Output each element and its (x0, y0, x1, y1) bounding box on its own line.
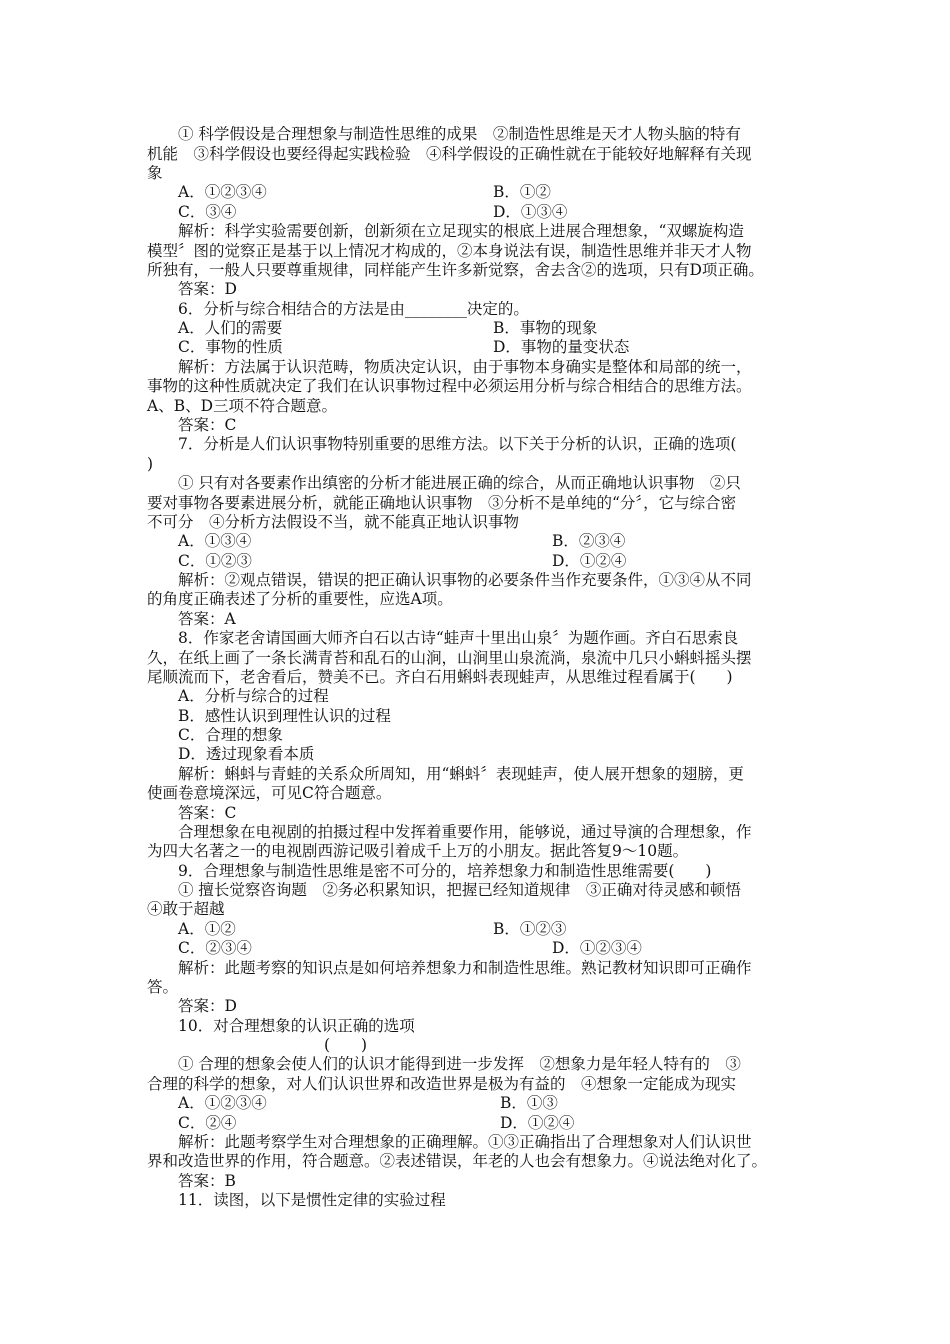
text-line: ① 合理的想象会使人们的认识才能得到进一步发挥 ②想象力是年轻人特有的 ③ (178, 1055, 741, 1073)
answer-text: 答案：A (178, 610, 236, 628)
option-a: A．①②③④ (178, 1094, 267, 1112)
text-line: 尾顺流而下，老舍看后，赞美不已。齐白石用蝌蚪表现蛙声，从思维过程看属于( ) (147, 668, 733, 686)
text-line: 模型〞图的觉察正是基于以上情况才构成的，②本身说法有误，制造性思维并非天才人物 (147, 242, 752, 260)
analysis-text: 解析：方法属于认识范畴，物质决定认识，由于事物本身确实是整体和局部的统一， (178, 358, 752, 376)
text-line: ) (147, 455, 154, 473)
option-c: C．事物的性质 (178, 338, 283, 356)
option-c: C．②④ (178, 1114, 237, 1132)
option-b: B．①②③ (493, 920, 567, 938)
option-b: B．①② (493, 183, 551, 201)
text-line: 久，在纸上画了一条长满青苔和乱石的山涧，山涧里山泉流淌，泉流中几只小蝌蚪摇头摆 (147, 649, 752, 667)
option-a: A．①② (178, 920, 236, 938)
answer-bracket: ( ) (324, 1036, 368, 1054)
analysis-text: 解析：此题考察的知识点是如何培养想象力和制造性思维。熟记教材知识即可正确作 (178, 959, 752, 977)
text-line: ① 科学假设是合理想象与制造性思维的成果 ②制造性思维是天才人物头脑的特有 (178, 125, 741, 143)
option-a: A．分析与综合的过程 (178, 687, 329, 705)
analysis-text: 解析：②观点错误，错误的把正确认识事物的必要条件当作充要条件，①③④从不同 (178, 571, 752, 589)
text-line: 答。 (147, 978, 179, 996)
text-line: 界和改造世界的作用，符合题意。②表述错误，年老的人也会有想象力。④说法绝对化了。 (147, 1152, 768, 1170)
option-d: D．①②④ (500, 1114, 575, 1132)
option-b: B．①③ (500, 1094, 558, 1112)
answer-text: 答案：B (178, 1172, 236, 1190)
text-line: ① 擅长觉察咨询题 ②务必积累知识，把握已经知道规律 ③正确对待灵感和顿悟 (178, 881, 741, 899)
option-d: D．①②③④ (552, 939, 642, 957)
question-10: 10．对合理想象的认识正确的选项 (178, 1017, 415, 1035)
option-a: A．①③④ (178, 532, 252, 550)
answer-text: 答案：C (178, 416, 237, 434)
text-line: 使画卷意境深远，可见C符合题意。 (147, 784, 392, 802)
option-b: B．②③④ (552, 532, 626, 550)
text-line: ① 只有对各要素作出缜密的分析才能进展正确的综合，从而正确地认识事物 ②只 (178, 474, 741, 492)
text-line: 合理的科学的想象，对人们认识世界和改造世界是极为有益的 ④想象一定能成为现实 (147, 1075, 737, 1093)
option-d: D．事物的量变状态 (493, 338, 630, 356)
analysis-text: 解析：科学实验需要创新，创新须在立足现实的根底上进展合理想象，“双螺旋构造 (178, 222, 744, 240)
question-9: 9．合理想象与制造性思维是密不可分的，培养想象力和制造性思维需要( ) (178, 862, 712, 880)
analysis-text: 解析：蝌蚪与青蛙的关系众所周知，用“蝌蚪〞表现蛙声，使人展开想象的翅膀，更 (178, 765, 744, 783)
question-8: 8．作家老舍请国画大师齐白石以古诗“蛙声十里出山泉〞为题作画。齐白石思索良 (178, 629, 739, 647)
text-line: ④敢于超越 (147, 900, 225, 918)
text-line: 的角度正确表述了分析的重要性，应选A项。 (147, 590, 453, 608)
answer-text: 答案：C (178, 804, 237, 822)
question-6: 6．分析与综合相结合的方法是由________决定的。 (178, 300, 529, 318)
option-b: B．感性认识到理性认识的过程 (178, 707, 391, 725)
passage-text: 合理想象在电视剧的拍摄过程中发挥着重要作用，能够说，通过导演的合理想象，作 (178, 823, 752, 841)
option-d: D．透过现象看本质 (178, 745, 315, 763)
option-a: A．人们的需要 (178, 319, 283, 337)
option-d: D．①③④ (493, 203, 568, 221)
option-b: B．事物的现象 (493, 319, 598, 337)
text-line: 机能 ③科学假设也要经得起实践检验 ④科学假设的正确性就在于能较好地解释有关现 (147, 145, 752, 163)
answer-text: 答案：D (178, 280, 237, 298)
option-a: A．①②③④ (178, 183, 267, 201)
option-d: D．①②④ (552, 552, 627, 570)
text-line: 象 (147, 164, 163, 182)
option-c: C．合理的想象 (178, 726, 283, 744)
text-line: 要对事物各要素进展分析，就能正确地认识事物 ③分析不是单纯的“分〞，它与综合密 (147, 494, 737, 512)
text-line: 事物的这种性质就决定了我们在认识事物过程中必须运用分析与综合相结合的思维方法。 (147, 377, 752, 395)
option-c: C．③④ (178, 203, 237, 221)
text-line: 不可分 ④分析方法假设不当，就不能真正地认识事物 (147, 513, 520, 531)
text-line: 所独有，一般人只要尊重规律，同样能产生许多新觉察，舍去含②的选项，只有D项正确。 (147, 261, 764, 279)
analysis-text: 解析：此题考察学生对合理想象的正确理解。①③正确指出了合理想象对人们认识世 (178, 1133, 752, 1151)
option-c: C．①②③ (178, 552, 252, 570)
question-11: 11．读图，以下是惯性定律的实验过程 (178, 1191, 446, 1209)
text-line: 为四大名著之一的电视剧西游记吸引着成千上万的小朋友。据此答复9～10题。 (147, 842, 689, 860)
question-7: 7．分析是人们认识事物特别重要的思维方法。以下关于分析的认识，正确的选项( (178, 435, 737, 453)
text-line: A、B、D三项不符合题意。 (147, 397, 338, 415)
answer-text: 答案：D (178, 997, 237, 1015)
option-c: C．②③④ (178, 939, 252, 957)
